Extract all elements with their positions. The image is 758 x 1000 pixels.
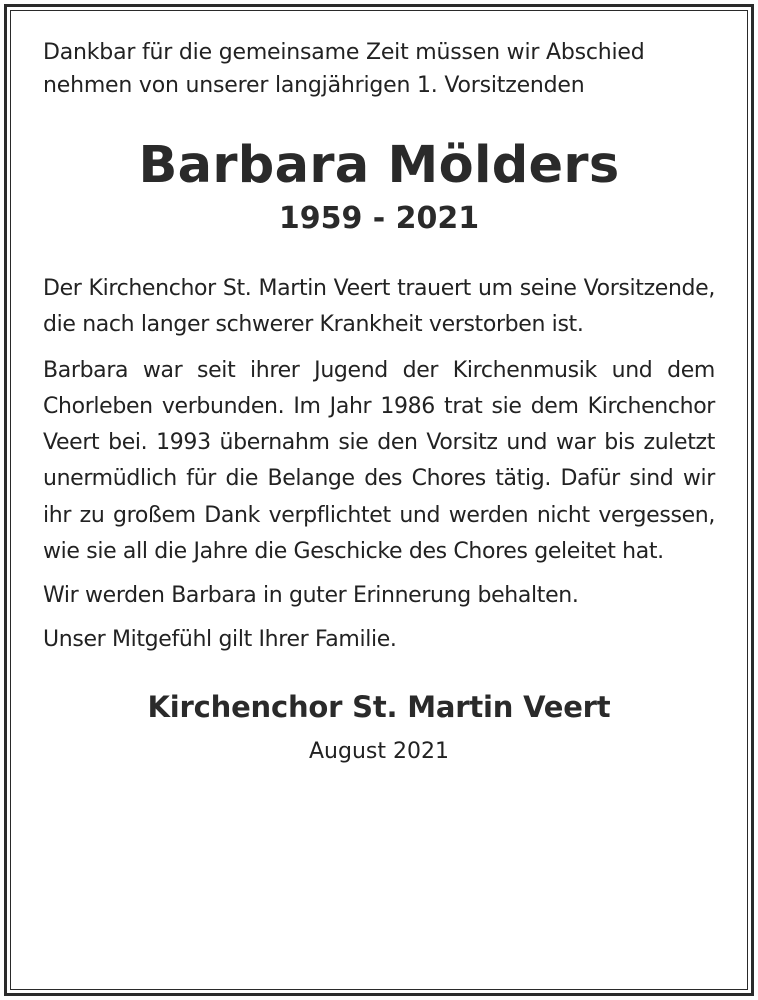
- paragraph-mourning: Der Kirchenchor St. Martin Veert trauert um seine Vorsitzende, die nach langer schwerer Krankheit verstorben ist.: [43, 276, 715, 338]
- signature: Kirchenchor St. Martin Veert: [147, 689, 611, 724]
- intro-text: Dankbar für die gemeinsame Zeit müssen wir Abschied nehmen von unserer langjährigen 1. Vorsitzenden: [43, 40, 645, 98]
- paragraph-biography: Barbara war seit ihrer Jugend der Kirchenmusik und dem Chorleben verbunden. Im Jahr 1986 trat sie dem Kirchenchor Veert bei. 1993 übernahm sie den Vorsitz und war bis zuletzt unermüdlich für die Belange des Chores tätig. Dafür sind wir ihr zu großem Dank verpflichtet und werden nicht vergessen, wie sie all die Jahre die Geschicke des Chores geleitet hat.: [43, 358, 715, 564]
- paragraph-remembrance: Wir werden Barbara in guter Erinnerung behalten.: [43, 582, 579, 608]
- paragraph-condolence: Unser Mitgefühl gilt Ihrer Familie.: [43, 626, 397, 652]
- obituary-notice: [43, 36, 715, 765]
- notice-date: August 2021: [309, 738, 449, 764]
- life-years: 1959 - 2021: [278, 201, 480, 237]
- deceased-name: Barbara Mölders: [138, 136, 620, 195]
